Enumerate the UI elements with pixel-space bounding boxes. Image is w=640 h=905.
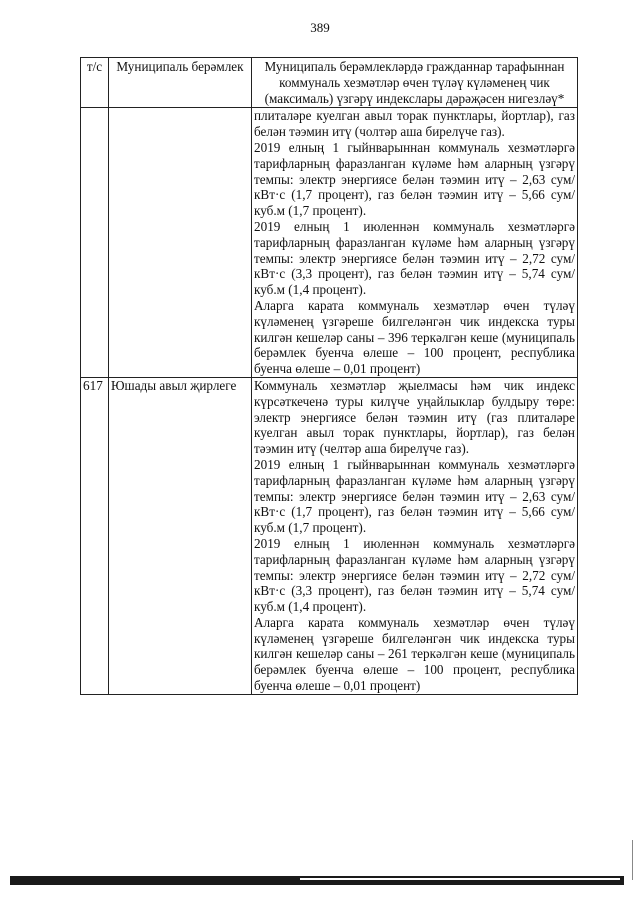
index-description-cell <box>252 108 578 378</box>
paragraph: 2019 елның 1 июленнән коммуналь хезмәтләргә тарифларның фаразланган күләме һәм аларның үзгәрү темпы: электр энергиясе белән тәэмин итү – 2,72 сум/кВт·с (3,3 процент), газ белән тәэмин итү – 5,74 сум/куб.м (1,4 процент). <box>254 218 575 298</box>
scan-bottom-bar-gap <box>300 878 620 880</box>
row-number: 617 <box>81 377 109 694</box>
page-number: 389 <box>310 20 330 35</box>
paragraph: 2019 елның 1 июленнән коммуналь хезмәтләргә тарифларның фаразланган күләме һәм аларның үзгәрү темпы: электр энергиясе белән тәэмин итү – 2,72 сум/кВт·с (3,3 процент), газ белән тәэмин итү – 5,74 сум/куб.м (1,4 процент). <box>254 535 575 615</box>
municipality-cell-empty <box>109 108 252 378</box>
municipal-index-table <box>80 57 578 695</box>
paragraph: 2019 елның 1 гыйнварыннан коммуналь хезмәтләргә тарифларның фаразланган күләме һәм аларның үзгәрү темпы: электр энергиясе белән тәэмин итү – 2,63 сум/кВт·с (1,7 процент), газ белән тәэмин итү – 5,66 сум/куб.м (1,7 процент). <box>254 456 575 536</box>
paragraph: Коммуналь хезмәтләр җыелмасы һәм чик индекс күрсәткеченә туры килүче уңайлыклар булдыру төре: электр энергиясе белән тәэмин итү (газ плиталәре куелган авыл торак пунктлары, йортлар), газ белән тәэмин итү (челтәр аша бирелүче газ). <box>254 377 575 457</box>
paragraph: Аларга карата коммуналь хезмәтләр өчен түләү күләменең үзгәреше билгеләнгән чик индекска туры килгән кешеләр саны – 396 теркәлгән кеше (муниципаль берәмлек буенча өлеше – 100 процент, республика буенча өлеше – 0,01 процент) <box>254 297 575 377</box>
index-description-cell <box>252 377 578 694</box>
header-num: т/с <box>81 58 109 108</box>
header-index: Муниципаль берәмлекләрдә гражданнар тарафыннан коммуналь хезмәтләр өчен түләү күләменең чик (максималь) үзгәрү индекслары дәрәҗәсен нигезләү* <box>252 58 578 108</box>
header-municipality: Муниципаль берәмлек <box>109 58 252 108</box>
table-row-continuation <box>81 108 578 378</box>
table-header-row <box>81 58 578 108</box>
num-cell-empty <box>81 108 109 378</box>
paragraph: плиталәре куелган авыл торак пунктлары, йортлар), газ белән тәэмин итү (чолтәр аша бирелүче газ). <box>254 108 575 140</box>
paragraph: Аларга карата коммуналь хезмәтләр өчен түләү күләменең үзгәреше билгеләнгән чик индекска туры килгән кешеләр саны – 261 теркәлгән кеше (муниципаль берәмлек буенча өлеше – 100 процент, республика буенча өлеше – 0,01 процент) <box>254 614 575 694</box>
paragraph: 2019 елның 1 гыйнварыннан коммуналь хезмәтләргә тарифларның фаразланган күләме һәм аларның үзгәрү темпы: электр энергиясе белән тәэмин итү – 2,63 сум/кВт·с (1,7 процент), газ белән тәэмин итү – 5,66 сум/куб.м (1,7 процент). <box>254 139 575 219</box>
scan-edge-line <box>632 840 633 880</box>
table-row <box>81 377 578 694</box>
municipality-name: Юшады авыл җирлеге <box>109 377 252 694</box>
